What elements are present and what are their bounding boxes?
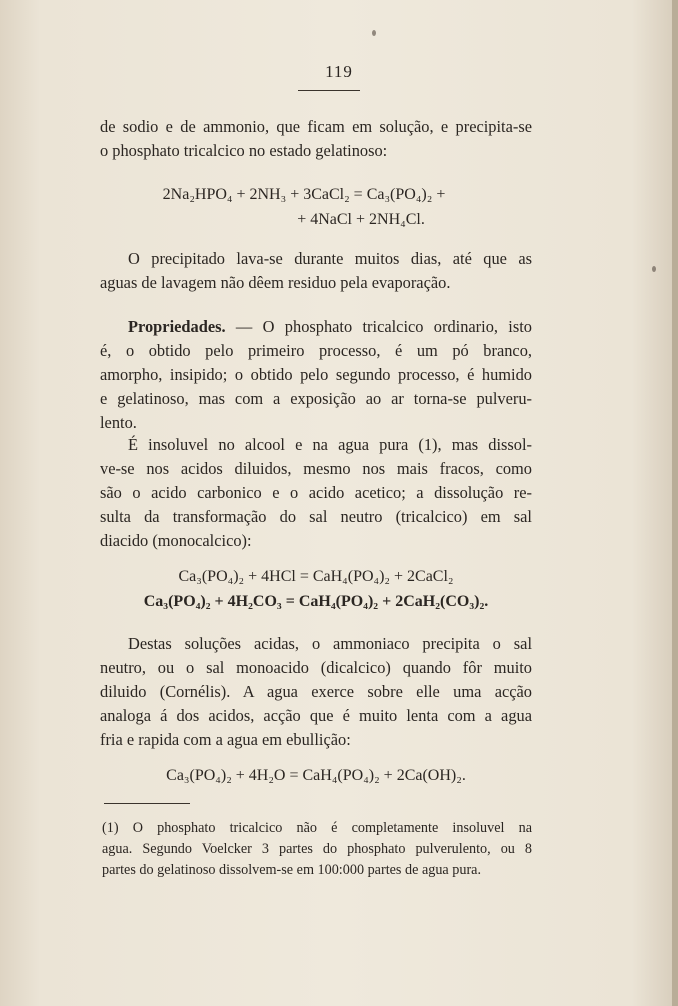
- section-heading: Propriedades.: [128, 317, 226, 336]
- paper-speck: [372, 30, 376, 36]
- paragraph-washing: [100, 247, 532, 295]
- paper-speck: [652, 266, 656, 272]
- text-line: diluido (Cornélis). A agua exerce sobre elle uma acção: [100, 682, 532, 701]
- text-line: sulta da transformação do sal neutro (tricalcico) em sal: [100, 507, 532, 526]
- paragraph-solubility: [100, 433, 532, 553]
- paragraph-acid-solutions: [100, 632, 532, 752]
- page-number: 119: [325, 62, 353, 81]
- text-line: Destas soluções acidas, o ammoniaco precipita o sal: [128, 634, 532, 653]
- formula-line: + 4NaCl + 2NH₄Cl.: [297, 211, 425, 228]
- text-line: é, o obtido pelo primeiro processo, é um pó branco,: [100, 341, 532, 360]
- text-line: O precipitado lava-se durante muitos dias, até que as: [128, 249, 532, 268]
- formula-water: [100, 763, 532, 788]
- footnote-line: agua. Segundo Voelcker 3 partes do phosphato pulverulento, ou 8: [102, 841, 532, 857]
- text-line: ve-se nos acidos diluidos, mesmo nos mais fracos, como: [100, 459, 532, 478]
- formula-dissolution: [100, 564, 532, 614]
- formula-line: Ca₃(PO₄)₂ + 4HCl = CaH₄(PO₄)₂ + 2CaCl₂: [178, 568, 454, 585]
- text-line: e gelatinoso, mas com a exposição ao ar torna-se pulveru-: [100, 389, 532, 408]
- page-number-rule: [298, 90, 360, 91]
- formula-line: Ca₃(PO₄)₂ + 4H₂CO₃ = CaH₄(PO₄)₂ + 2CaH₂(CO₃)₂.: [143, 593, 489, 610]
- text-line: amorpho, insipido; o obtido pelo segundo processo, é humido: [100, 365, 532, 384]
- text-line: aguas de lavagem não dêem residuo pela evaporação.: [100, 273, 451, 292]
- footnote-rule: [104, 803, 190, 804]
- text-line: neutro, ou o sal monoacido (dicalcico) quando fôr muito: [100, 658, 532, 677]
- text-line: o phosphato tricalcico no estado gelatinoso:: [100, 141, 388, 160]
- text-line: analoga á dos acidos, acção que é muito lenta com a agua: [100, 706, 532, 725]
- paragraph-precipitation: [100, 115, 532, 163]
- text-span: — O phosphato tricalcico ordinario, isto: [225, 317, 532, 336]
- text-line: são o acido carbonico e o acido acetico; a dissolução re-: [100, 483, 532, 502]
- footnote-line: (1) O phosphato tricalcico não é completamente insoluvel na: [102, 820, 532, 836]
- text-line: É insoluvel no alcool e na agua pura (1), mas dissol-: [128, 435, 532, 454]
- paragraph-properties: [100, 315, 532, 435]
- formula-line: 2Na₂HPO₄ + 2NH₃ + 3CaCl₂ = Ca₃(PO₄)₂ +: [162, 186, 446, 203]
- formula-line: Ca₃(PO₄)₂ + 4H₂O = CaH₄(PO₄)₂ + 2Ca(OH)₂.: [166, 767, 466, 784]
- footnote-line: partes do gelatinoso dissolvem-se em 100:000 partes de agua pura.: [102, 862, 482, 878]
- text-line: diacido (monocalcico):: [100, 531, 252, 550]
- formula-precipitation: [100, 182, 532, 232]
- text-line: lento.: [100, 413, 137, 432]
- text-line: de sodio e de ammonio, que ficam em solução, e precipita-se: [100, 117, 532, 136]
- text-line: [100, 315, 532, 339]
- footnote: [102, 818, 532, 881]
- text-line: fria e rapida com a agua em ebullição:: [100, 730, 351, 749]
